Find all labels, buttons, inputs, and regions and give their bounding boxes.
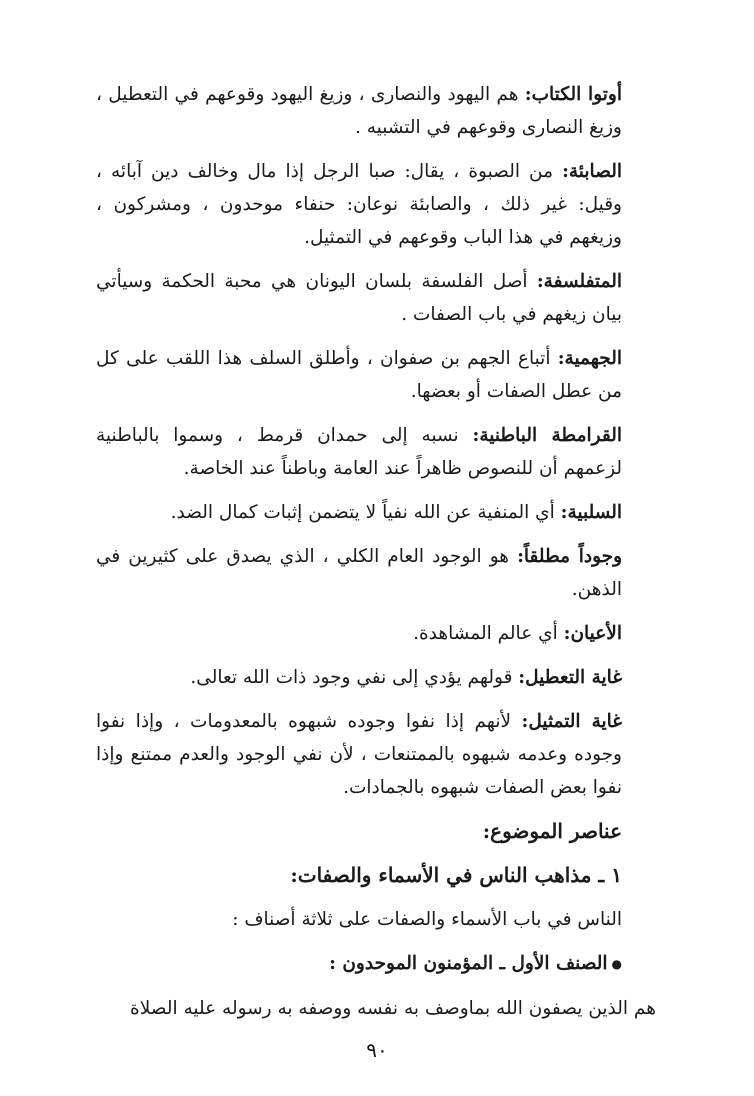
entry-qaramita [96, 419, 656, 485]
entry-term: الأعيان: [563, 623, 622, 644]
entry-term: المتفلسفة: [536, 271, 622, 292]
entry-text: قولهم يؤدي إلى نفي وجود ذات الله تعالى. [190, 667, 519, 688]
entry-ghayat-tatil [96, 661, 656, 694]
entry-wujud-mutlaq [96, 540, 656, 606]
entry-text: أي عالم المشاهدة. [413, 623, 564, 644]
entry-ayan [96, 617, 656, 650]
entry-term: الصابئة: [562, 161, 622, 182]
page-body [96, 78, 656, 1036]
entry-term: غاية التعطيل: [518, 667, 622, 688]
entry-term: غاية التمثيل: [521, 711, 622, 732]
final-line: هم الذين يصفون الله بماوصف به نفسه ووصفه به رسوله عليه الصلاة [130, 997, 656, 1019]
entry-text: أي المنفية عن الله نفياً لا يتضمن إثبات كمال الضد. [170, 502, 561, 523]
entry-term: الجهمية: [557, 348, 622, 369]
entry-text: أتباع الجهم بن صفوان ، وأطلق السلف هذا اللقب على كل من عطل الصفات أو بعضها. [96, 348, 622, 402]
entry-text: نسبه إلى حمدان قرمط ، وسموا بالباطنية لزعمهم أن للنصوص ظاهراً عند العامة وباطناً عند الخاصة. [96, 425, 622, 479]
category-line [96, 947, 656, 981]
entry-sabia [96, 155, 656, 254]
entry-text: من الصبوة ، يقال: صبا الرجل إذا مال وخالف دين آبائه ، وقيل: غير ذلك ، والصابئة نوعان: حنفاء موحدون ، ومشركون ، وزيغهم في هذا الباب وقوعهم في التمثيل. [96, 161, 622, 248]
entry-text: هو الوجود العام الكلي ، الذي يصدق على كثيرين في الذهن. [96, 546, 622, 600]
bullet-icon: ● [611, 956, 622, 971]
entry-term: وجوداً مطلقاً: [517, 546, 623, 567]
entry-term: أوتوا الكتاب: [524, 84, 622, 105]
entry-term: السلبية: [560, 502, 622, 523]
entry-mutafalsifa [96, 265, 656, 331]
entry-text: هم اليهود والنصارى ، وزيغ اليهود وقوعهم في التعطيل ، وزيغ النصارى وقوعهم في التشبيه . [96, 84, 622, 138]
entry-text: لأنهم إذا نفوا وجوده شبهوه بالمعدومات ، وإذا نفوا وجوده وعدمه شبهوه بالممتنعات ، لأن نفي الوجود والعدم ممتنع وإذا نفوا بعض الصفات شبهوه بالجمادات. [96, 711, 622, 798]
subheading: ١ ـ مذاهب الناس في الأسماء والصفات: [290, 863, 622, 887]
entry-jahmiyya [96, 342, 656, 408]
entry-text: أصل الفلسفة بلسان اليونان هي محبة الحكمة وسيأتي بيان زيغهم في باب الصفات . [96, 271, 622, 325]
section-heading: عناصر الموضوع: [482, 819, 622, 843]
intro-paragraph: الناس في باب الأسماء والصفات على ثلاثة أصناف : [232, 909, 622, 930]
page-number: ٩٠ [366, 1038, 388, 1062]
entry-ahl-al-kitab [96, 78, 656, 144]
entry-term: القرامطة الباطنية: [472, 425, 622, 446]
entry-salbiyya [96, 496, 656, 529]
entry-ghayat-tamthil [96, 705, 656, 804]
category-label: الصنف الأول ـ المؤمنون الموحدون : [329, 953, 608, 974]
